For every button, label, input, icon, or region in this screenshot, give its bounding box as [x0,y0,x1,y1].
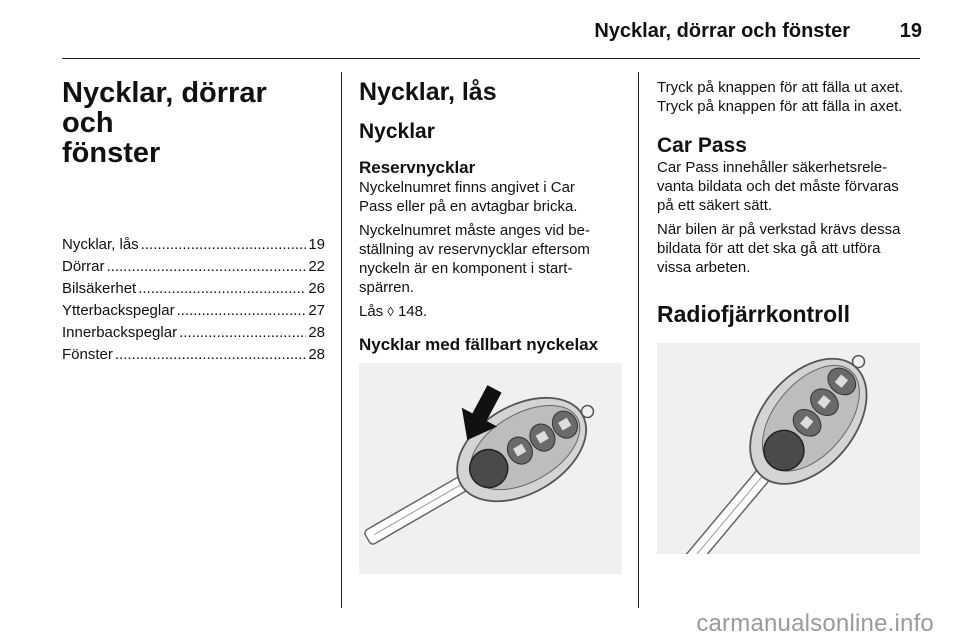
column-divider-2 [638,72,639,608]
text-line: ställning av reservnycklar eftersom [359,241,590,258]
toc-item-keys-locks[interactable] [62,234,325,256]
cross-reference-page: 148. [397,303,428,320]
chapter-title-line-2: fönster [62,137,161,169]
column-3 [657,78,920,554]
folding-key-drawing [359,363,622,574]
text-line: vissa arbeten. [657,259,751,276]
text-line: spärren. [359,279,415,296]
header-rule [62,58,920,59]
paragraph-ordering [359,221,622,297]
toc-label: Ytterbackspeglar [62,302,175,319]
toc-item-exterior-mirrors[interactable] [62,300,325,322]
text-line: När bilen är på verkstad krävs dessa [657,221,901,238]
toc-label: Innerbackspeglar [62,324,178,341]
toc-leader [179,322,306,344]
table-of-contents [62,234,325,366]
text-line: vanta bildata och det måste förvaras [657,178,899,195]
paragraph-key-number [359,178,622,216]
text-line: på ett säkert sätt. [657,197,773,214]
spare-keys-heading: Reservnycklar [359,158,476,177]
column-2 [359,78,622,574]
unfold-instructions [657,78,920,116]
text-line: Nyckelnumret måste anges vid be- [359,222,590,239]
car-pass-paragraph-2 [657,220,920,277]
subsection-title: Nycklar [359,120,435,143]
toc-page: 26 [308,280,325,297]
toc-label: Bilsäkerhet [62,280,137,297]
text-line: bildata för att det ska gå att utföra [657,240,881,257]
reference-arrow-icon: ◊ [387,304,394,319]
column-1 [62,78,325,366]
page-number: 19 [899,20,922,42]
text-line: Tryck på knappen för att fälla ut axet. [657,79,904,96]
chapter-title [62,78,325,168]
folding-key-heading: Nycklar med fällbart nyckelax [359,335,599,354]
column-divider-1 [341,72,342,608]
cross-reference-label: Lås [359,303,384,320]
toc-label: Fönster [62,346,113,363]
toc-item-interior-mirrors[interactable] [62,322,325,344]
text-line: nyckeln är en komponent i start- [359,260,573,277]
chapter-title-line-1: Nycklar, dörrar och [62,77,267,139]
toc-leader [107,256,307,278]
text-line: Tryck på knappen för att fälla in axet. [657,98,903,115]
remote-control-drawing [657,343,920,554]
toc-page: 28 [308,324,325,341]
watermark: carmanualsonline.info [696,610,934,637]
toc-page: 28 [308,346,325,363]
text-line: Car Pass innehåller säkerhetsrele- [657,159,888,176]
car-pass-heading: Car Pass [657,134,747,157]
toc-label: Nycklar, lås [62,236,139,253]
toc-item-windows[interactable] [62,344,325,366]
key-blade-groove [374,480,469,535]
cross-reference[interactable] [359,302,622,321]
toc-item-doors[interactable] [62,256,325,278]
toc-page: 19 [308,236,325,253]
remote-control-illustration [657,343,920,554]
toc-leader [177,300,307,322]
toc-leader [115,344,306,366]
running-header-title: Nycklar, dörrar och fönster [594,20,850,42]
toc-page: 27 [308,302,325,319]
toc-page: 22 [308,258,325,275]
section-title: Nycklar, lås [359,78,497,106]
text-line: Pass eller på en avtagbar bricka. [359,198,578,215]
remote-control-heading: Radiofjärrkontroll [657,301,850,327]
folding-key-illustration [359,363,622,574]
toc-leader [141,234,307,256]
toc-label: Dörrar [62,258,105,275]
car-pass-paragraph-1 [657,158,920,215]
toc-item-vehicle-security[interactable] [62,278,325,300]
text-line: Nyckelnumret finns angivet i Car [359,179,575,196]
toc-leader [138,278,306,300]
